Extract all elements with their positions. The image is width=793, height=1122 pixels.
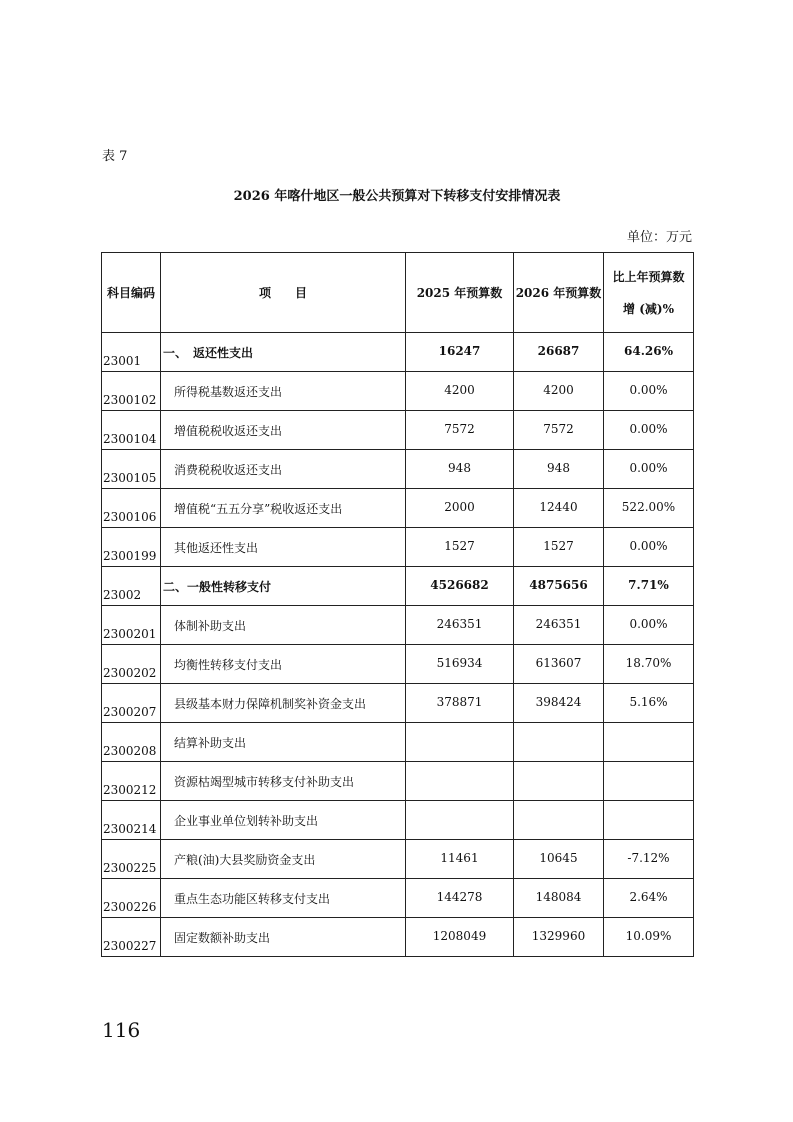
cell-item: 消费税税收返还支出 — [161, 450, 406, 489]
cell-change — [604, 723, 694, 762]
cell-code: 2300207 — [102, 684, 161, 723]
table-row — [102, 333, 694, 372]
cell-code: 2300199 — [102, 528, 161, 567]
cell-budget-2026: 10645 — [514, 840, 604, 879]
cell-code: 23002 — [102, 567, 161, 606]
table-row — [102, 606, 694, 645]
cell-code: 2300225 — [102, 840, 161, 879]
cell-code: 2300227 — [102, 918, 161, 957]
header-item: 项 目 — [161, 253, 406, 333]
cell-change: 0.00% — [604, 528, 694, 567]
cell-code: 2300212 — [102, 762, 161, 801]
cell-budget-2026: 398424 — [514, 684, 604, 723]
table-row — [102, 879, 694, 918]
cell-item: 县级基本财力保障机制奖补资金支出 — [161, 684, 406, 723]
cell-budget-2026: 246351 — [514, 606, 604, 645]
table-row — [102, 411, 694, 450]
cell-budget-2025: 16247 — [406, 333, 514, 372]
cell-budget-2025: 246351 — [406, 606, 514, 645]
header-change-line2: 增 (减)% — [623, 301, 674, 316]
cell-budget-2025: 516934 — [406, 645, 514, 684]
cell-budget-2026 — [514, 723, 604, 762]
table-row — [102, 567, 694, 606]
cell-budget-2026: 4875656 — [514, 567, 604, 606]
cell-budget-2026 — [514, 762, 604, 801]
table-row — [102, 645, 694, 684]
cell-item: 一、 返还性支出 — [161, 333, 406, 372]
cell-budget-2026: 1329960 — [514, 918, 604, 957]
table-row — [102, 450, 694, 489]
cell-budget-2025: 144278 — [406, 879, 514, 918]
cell-code: 2300104 — [102, 411, 161, 450]
cell-item: 产粮(油)大县奖励资金支出 — [161, 840, 406, 879]
cell-budget-2026 — [514, 801, 604, 840]
cell-budget-2025 — [406, 801, 514, 840]
cell-item: 固定数额补助支出 — [161, 918, 406, 957]
table-row — [102, 723, 694, 762]
cell-change: 10.09% — [604, 918, 694, 957]
page-number: 116 — [102, 1018, 141, 1042]
header-change-line1: 比上年预算数 — [612, 269, 685, 284]
cell-budget-2026: 613607 — [514, 645, 604, 684]
cell-budget-2025: 7572 — [406, 411, 514, 450]
cell-budget-2026: 7572 — [514, 411, 604, 450]
cell-change: 7.71% — [604, 567, 694, 606]
cell-budget-2025: 11461 — [406, 840, 514, 879]
cell-change: 5.16% — [604, 684, 694, 723]
cell-change: 0.00% — [604, 450, 694, 489]
cell-item: 所得税基数返还支出 — [161, 372, 406, 411]
cell-change: 0.00% — [604, 411, 694, 450]
cell-change: -7.12% — [604, 840, 694, 879]
cell-item: 体制补助支出 — [161, 606, 406, 645]
cell-code: 2300105 — [102, 450, 161, 489]
table-row — [102, 918, 694, 957]
cell-code: 2300226 — [102, 879, 161, 918]
cell-budget-2025: 1527 — [406, 528, 514, 567]
cell-item: 其他返还性支出 — [161, 528, 406, 567]
cell-change: 522.00% — [604, 489, 694, 528]
table-row — [102, 684, 694, 723]
cell-budget-2025: 4526682 — [406, 567, 514, 606]
cell-budget-2025: 378871 — [406, 684, 514, 723]
table-header-row — [102, 253, 694, 333]
header-change — [604, 253, 694, 333]
cell-budget-2025: 1208049 — [406, 918, 514, 957]
cell-item: 二、一般性转移支付 — [161, 567, 406, 606]
transfer-payment-table — [101, 252, 694, 957]
cell-budget-2026: 148084 — [514, 879, 604, 918]
cell-budget-2026: 12440 — [514, 489, 604, 528]
table-row — [102, 489, 694, 528]
cell-item: 重点生态功能区转移支付支出 — [161, 879, 406, 918]
cell-change — [604, 762, 694, 801]
table-row — [102, 528, 694, 567]
cell-code: 2300214 — [102, 801, 161, 840]
unit-label: 单位：万元 — [626, 230, 692, 245]
cell-change: 64.26% — [604, 333, 694, 372]
cell-code: 2300102 — [102, 372, 161, 411]
cell-budget-2026: 948 — [514, 450, 604, 489]
cell-budget-2025 — [406, 762, 514, 801]
cell-budget-2025: 2000 — [406, 489, 514, 528]
table-row — [102, 840, 694, 879]
header-budget-2026: 2026 年预算数 — [514, 253, 604, 333]
table-row — [102, 801, 694, 840]
cell-code: 2300208 — [102, 723, 161, 762]
cell-item: 增值税“五五分享”税收返还支出 — [161, 489, 406, 528]
cell-item: 结算补助支出 — [161, 723, 406, 762]
cell-budget-2026: 1527 — [514, 528, 604, 567]
document-title: 2026 年喀什地区一般公共预算对下转移支付安排情况表 — [233, 189, 561, 204]
cell-budget-2026: 4200 — [514, 372, 604, 411]
cell-code: 2300201 — [102, 606, 161, 645]
cell-change — [604, 801, 694, 840]
cell-code: 2300202 — [102, 645, 161, 684]
cell-change: 18.70% — [604, 645, 694, 684]
table-row — [102, 762, 694, 801]
cell-change: 0.00% — [604, 372, 694, 411]
table-label: 表 7 — [102, 149, 128, 164]
cell-item: 企业事业单位划转补助支出 — [161, 801, 406, 840]
cell-item: 均衡性转移支付支出 — [161, 645, 406, 684]
cell-code: 2300106 — [102, 489, 161, 528]
cell-change: 2.64% — [604, 879, 694, 918]
header-code: 科目编码 — [102, 253, 161, 333]
cell-budget-2025: 4200 — [406, 372, 514, 411]
cell-budget-2025: 948 — [406, 450, 514, 489]
header-budget-2025: 2025 年预算数 — [406, 253, 514, 333]
cell-change: 0.00% — [604, 606, 694, 645]
cell-item: 资源枯竭型城市转移支付补助支出 — [161, 762, 406, 801]
cell-budget-2025 — [406, 723, 514, 762]
cell-item: 增值税税收返还支出 — [161, 411, 406, 450]
table-row — [102, 372, 694, 411]
cell-budget-2026: 26687 — [514, 333, 604, 372]
cell-code: 23001 — [102, 333, 161, 372]
